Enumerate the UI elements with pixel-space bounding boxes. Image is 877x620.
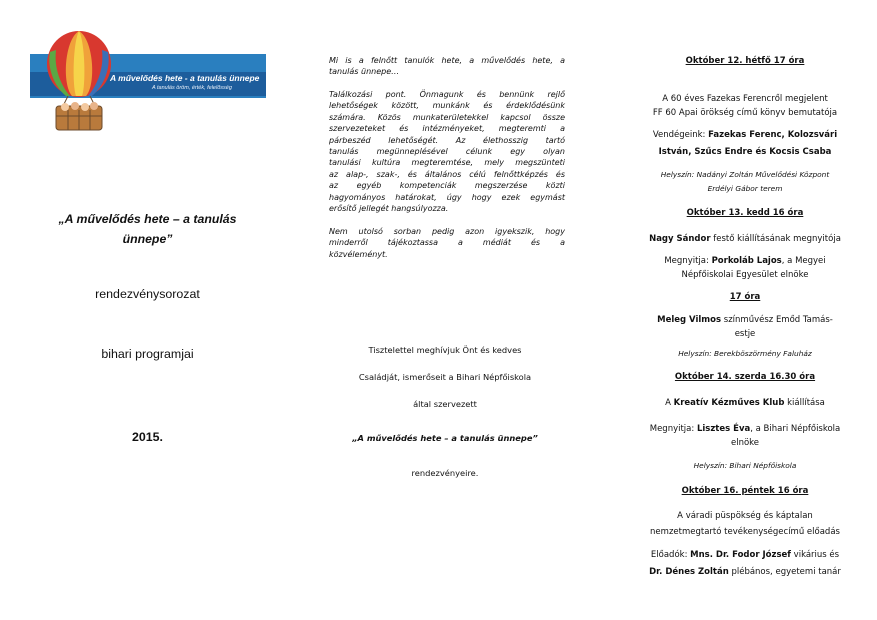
middle-intro [329, 55, 565, 78]
event1-place [600, 168, 877, 196]
speaker-role: plébános, egyetemi tanár [728, 567, 841, 577]
place-line: Helyszín: Nadányi Zoltán Művelődési Központ [660, 170, 830, 179]
place-line: Erdélyi Gábor terem [707, 184, 783, 193]
opening-rest: , a Megyei [781, 256, 826, 266]
middle-body-line: hagyományos határokat, úgy hogy ezek egymást [329, 192, 565, 202]
banner-title: A művelődés hete - a tanulás ünnepe [110, 73, 260, 83]
middle-body-line: erősítő jellegét hangsúlyozza. [329, 204, 449, 214]
middle-body [329, 89, 565, 214]
middle-body-line: az egyéb kompetenciák megszerzése közti [329, 181, 565, 191]
guests-names: Fazekas Ferenc, Kolozsvári [708, 130, 838, 140]
speaker-role: vikárius és [790, 550, 840, 560]
event2-heading: Október 13. kedd 16 óra [686, 208, 804, 218]
middle-body-line: Találkozási pont. Önmagunk és bennünk rejlő [329, 90, 565, 99]
event5-speakers [600, 547, 877, 581]
event3-place: Helyszín: Berekböszörmény Faluház [678, 349, 812, 358]
hot-air-balloon-logo [44, 30, 114, 132]
left-title-line2: ünnepe” [122, 232, 173, 246]
middle-closing-line: minderről tájékoztassa a médiát és a [329, 238, 565, 248]
left-subtitle: rendezvénysorozat [95, 287, 200, 301]
event1-heading: Október 12. hétfő 17 óra [685, 56, 805, 66]
left-title [20, 209, 275, 249]
left-title-line1: „A művelődés hete – a tanulás [58, 212, 237, 226]
event2-text: festő kiállításának megnyitója [710, 234, 841, 244]
event4-post: kiállítása [784, 398, 825, 408]
event2-opening [600, 254, 877, 282]
middle-body-line: szervezeteket és intézményeket, megteremti a [329, 124, 565, 134]
middle-body-line: tanulás megünneplésével célunk egy olyan [329, 147, 565, 157]
event1-description [600, 92, 877, 120]
middle-body-line: párbeszéd lehetőségét. Az élethosszig tartó [329, 135, 565, 145]
event3-text: estje [734, 329, 756, 339]
performer-name: Meleg Vilmos [657, 315, 722, 325]
event5-description [600, 508, 877, 540]
event5-line: A váradi püspökség és káptalan [677, 511, 813, 521]
event1-line: A 60 éves Fazekas Ferencről megjelent [662, 94, 828, 104]
speaker-name: Dr. Dénes Zoltán [649, 567, 729, 577]
guests-label: Vendégeink: [652, 130, 709, 140]
opening-rest: Népfőiskolai Egyesület elnöke [681, 270, 809, 280]
speakers-label: Előadók: [650, 550, 691, 560]
middle-body-line: lehetőségek között, munkánk és érdeklődésünk [329, 101, 565, 111]
banner-subtitle: A tanulás öröm, érték, felelősség [152, 85, 232, 91]
left-region: bihari programjai [101, 347, 194, 361]
invite-line3: által szervezett [413, 399, 477, 409]
guests-names: István, Szűcs Endre és Kocsis Csaba [658, 147, 832, 157]
event5-line: nemzetmegtartó tevékenységecímű előadás [650, 527, 840, 537]
opening-name: Porkoláb Lajos [711, 256, 782, 266]
middle-closing [329, 226, 565, 260]
middle-closing-line: közvéleményt. [329, 249, 388, 259]
opening-label: Megnyitja: [649, 424, 697, 434]
event3-text: színművész Emőd Tamás- [721, 315, 833, 325]
middle-body-line: számára. Közös munkaterületekkel kapcsol össze [329, 112, 565, 122]
invite-line1: Tisztelettel meghívjuk Önt és kedves [368, 345, 522, 355]
opening-label: Megnyitja: [664, 256, 712, 266]
event4-heading: Október 14. szerda 16.30 óra [674, 372, 816, 382]
middle-closing-line: Nem utolsó sorban pedig azon igyekszik, hogy [329, 227, 565, 236]
opening-name: Lisztes Éva [696, 424, 751, 434]
middle-body-line: az alap-, szak-, és általános célú felnőttképzés és [329, 169, 565, 179]
club-name: Kreatív Kézműves Klub [673, 398, 785, 408]
middle-intro-line: tanulás ünnepe… [329, 67, 400, 77]
event4-opening [600, 422, 877, 450]
event2-description [600, 232, 877, 246]
opening-rest: , a Bihari Népfőiskola [750, 424, 841, 434]
middle-body-line: tanulási kultúra megteremtése, mely megszünteti [329, 158, 565, 168]
event4-description [600, 396, 877, 410]
artist-name: Nagy Sándor [649, 234, 711, 244]
invite-title: „A művelődés hete – a tanulás ünnepe” [352, 433, 538, 443]
event4-place: Helyszín: Bihari Népfőiskola [693, 461, 797, 470]
event3-heading: 17 óra [729, 292, 761, 302]
event1-line: FF 60 Apai örökség című könyv bemutatója [652, 108, 838, 118]
event5-heading: Október 16. péntek 16 óra [681, 486, 809, 496]
event4-pre: A [665, 398, 674, 408]
left-year: 2015. [131, 430, 163, 444]
event1-guests [600, 127, 877, 161]
middle-intro-line: Mi is a felnőtt tanulók hete, a művelődés hete, a [329, 56, 565, 65]
event3-description [600, 313, 877, 341]
invite-end: rendezvényeire. [411, 468, 479, 478]
invite-line2: Családját, ismerőseit a Bihari Népfőiskola [358, 372, 532, 382]
opening-rest: elnöke [730, 438, 760, 448]
speaker-name: Mns. Dr. Fodor József [690, 550, 791, 560]
